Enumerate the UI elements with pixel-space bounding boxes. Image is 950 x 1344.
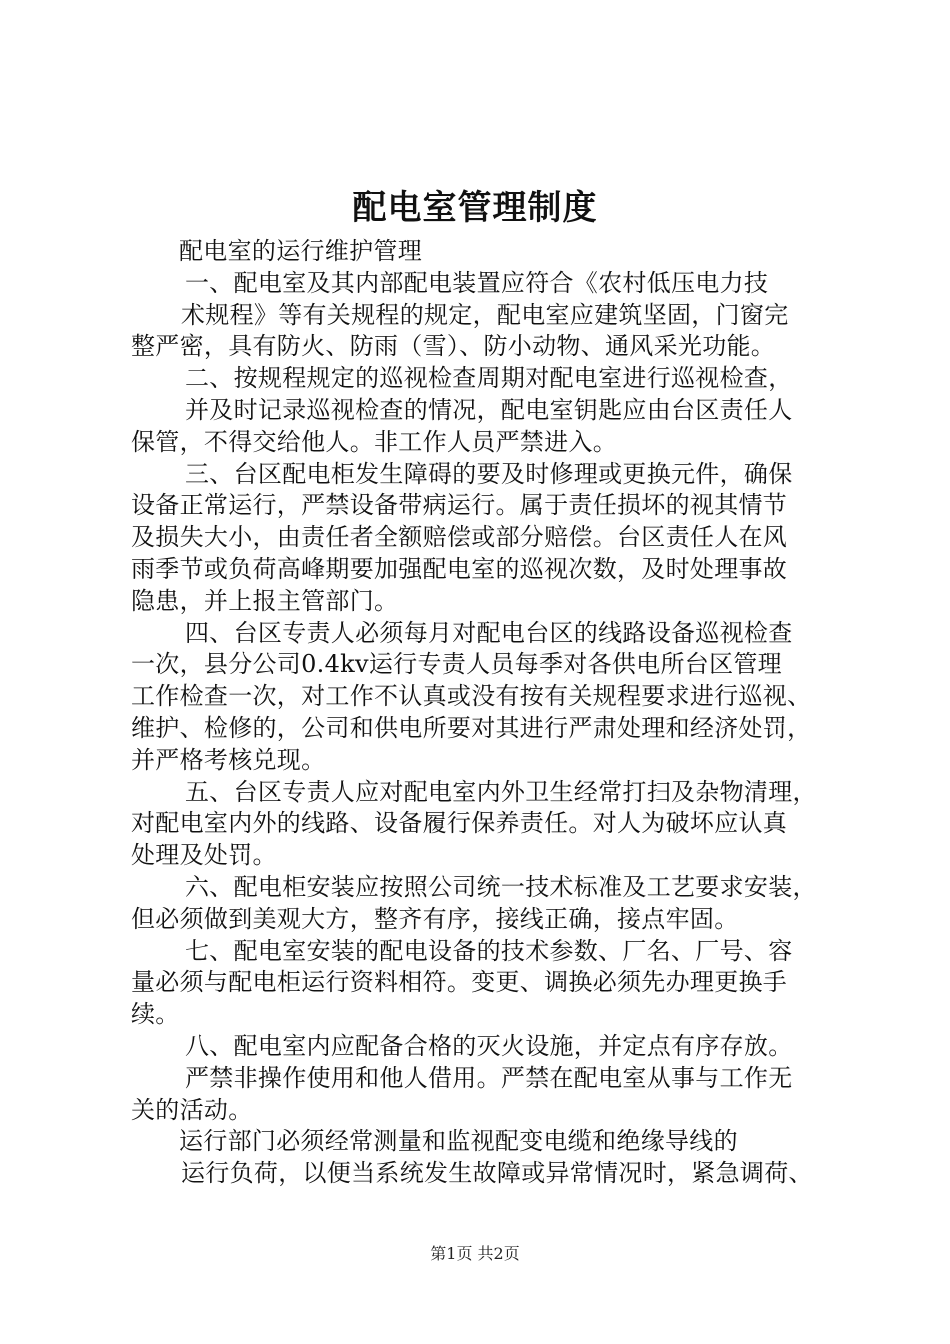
paragraph-line: 雨季节或负荷高峰期要加强配电室的巡视次数，及时处理事故: [131, 554, 788, 583]
paragraph-line: 保管，不得交给他人。非工作人员严禁进入。: [131, 427, 617, 456]
paragraph-line: 一次，县分公司0.4kv运行专责人员每季对各供电所台区管理: [131, 650, 782, 679]
paragraph-line: 并严格考核兑现。: [131, 745, 326, 774]
paragraph-line: 关的活动。: [131, 1095, 253, 1124]
section-heading: 配电室的运行维护管理: [179, 237, 422, 265]
document-title: 配电室管理制度: [352, 188, 598, 228]
paragraph-line: 一、配电室及其内部配电装置应符合《农村低压电力技: [185, 268, 769, 297]
paragraph-line: 整严密，具有防火、防雨（雪）、防小动物、通风采光功能。: [131, 332, 776, 361]
paragraph-line: 设备正常运行，严禁设备带病运行。属于责任损坏的视其情节: [131, 491, 788, 520]
paragraph-line: 七、配电室安装的配电设备的技术参数、厂名、厂号、容: [185, 936, 793, 965]
paragraph-line: 对配电室内外的线路、设备履行保养责任。对人为破坏应认真: [131, 809, 788, 838]
paragraph-line: 维护、检修的，公司和供电所要对其进行严肃处理和经济处罚，: [131, 713, 812, 742]
paragraph-line: 及损失大小，由责任者全额赔偿或部分赔偿。台区责任人在风: [131, 523, 788, 552]
page-footer: 第1页 共2页: [430, 1244, 520, 1263]
paragraph-line: 并及时记录巡视检查的情况，配电室钥匙应由台区责任人: [185, 395, 793, 424]
paragraph-line: 六、配电柜安装应按照公司统一技术标准及工艺要求安装，: [185, 872, 817, 901]
paragraph-line: 三、台区配电柜发生障碍的要及时修理或更换元件，确保: [185, 459, 793, 488]
paragraph-line: 运行部门必须经常测量和监视配变电缆和绝缘导线的: [179, 1127, 738, 1156]
paragraph-line: 八、配电室内应配备合格的灭火设施，并定点有序存放。: [185, 1031, 793, 1060]
paragraph-line: 五、台区专责人应对配电室内外卫生经常打扫及杂物清理，: [185, 777, 817, 806]
paragraph-line: 四、台区专责人必须每月对配电台区的线路设备巡视检查: [185, 618, 793, 647]
paragraph-line: 量必须与配电柜运行资料相符。变更、调换必须先办理更换手: [131, 968, 788, 997]
paragraph-line: 运行负荷，以便当系统发生故障或异常情况时，紧急调荷、: [181, 1159, 813, 1188]
paragraph-line: 术规程》等有关规程的规定，配电室应建筑坚固，门窗完: [181, 300, 789, 329]
paragraph-line: 二、按规程规定的巡视检查周期对配电室进行巡视检查，: [185, 364, 793, 393]
paragraph-line: 但必须做到美观大方，整齐有序，接线正确，接点牢固。: [131, 904, 739, 933]
paragraph-line: 工作检查一次，对工作不认真或没有按有关规程要求进行巡视、: [131, 682, 812, 711]
paragraph-line: 续。: [131, 1000, 180, 1029]
paragraph-line: 处理及处罚。: [131, 841, 277, 870]
document-body: [131, 236, 851, 1190]
paragraph-line: 严禁非操作使用和他人借用。严禁在配电室从事与工作无: [185, 1063, 793, 1092]
paragraph-line: 隐患，并上报主管部门。: [131, 586, 399, 615]
